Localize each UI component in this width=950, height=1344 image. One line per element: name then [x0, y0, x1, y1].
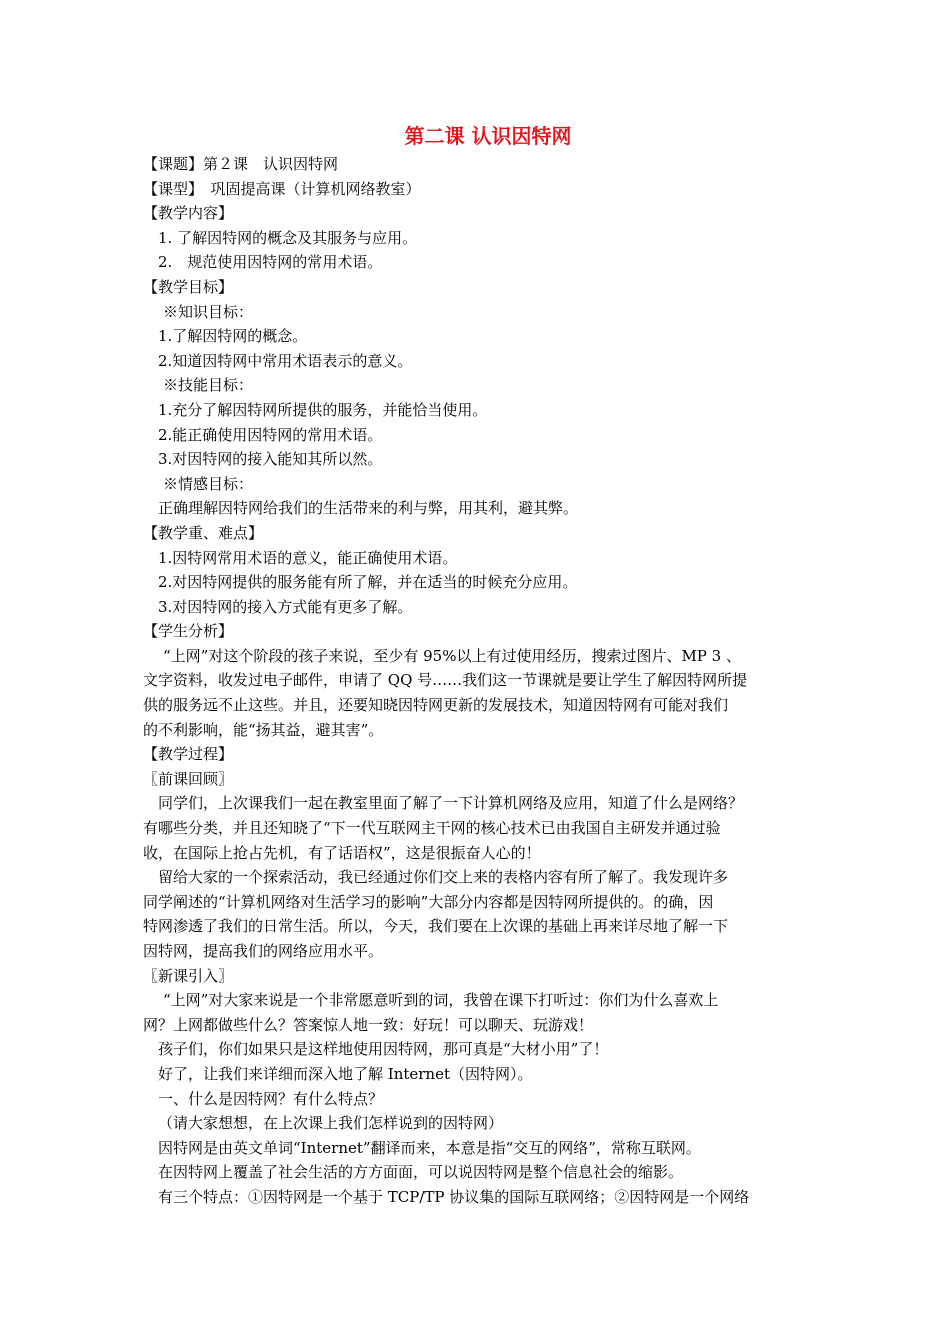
text-line: 的不利影响，能“扬其益，避其害”。: [143, 720, 384, 739]
text-line: 【课题】第２课 认识因特网: [143, 155, 339, 173]
text-line: 在因特网上覆盖了社会生活的方方面面，可以说因特网是整个信息社会的缩影。: [158, 1163, 684, 1182]
text-line: 同学阐述的“计算机网络对生活学习的影响”大部分内容都是因特网所提供的。的确，因: [143, 892, 714, 911]
text-line: 【教学目标】: [143, 277, 234, 296]
text-line: 网？上网都做些什么？答案惊人地一致：好玩！可以聊天、玩游戏！: [143, 1015, 594, 1034]
text-line: 一、什么是因特网？有什么特点？: [158, 1089, 384, 1108]
text-line: 2.对因特网提供的服务能有所了解，并在适当的时候充分应用。: [158, 573, 578, 592]
text-line: 1.充分了解因特网所提供的服务，并能恰当使用。: [158, 400, 488, 419]
text-line: 1.因特网常用术语的意义，能正确使用术语。: [158, 548, 458, 567]
text-line: 〖新课引入〗: [143, 966, 234, 985]
text-line: 【教学重、难点】: [143, 523, 264, 542]
text-line: 特网渗透了我们的日常生活。所以，今天，我们要在上次课的基础上再来详尽地了解一下: [143, 917, 729, 936]
text-line: 同学们，上次课我们一起在教室里面了解了一下计算机网络及应用，知道了什么是网络？: [158, 794, 744, 813]
text-line: 文字资料，收发过电子邮件，申请了 QQ 号……我们这一节课就是要让学生了解因特网所提: [143, 671, 748, 690]
text-line: 〖前课回顾〗: [143, 769, 234, 788]
text-line: ※知识目标：: [163, 302, 254, 321]
text-line: 【教学过程】: [143, 745, 234, 764]
text-line: （请大家想想，在上次课上我们怎样说到的因特网）: [158, 1114, 504, 1133]
text-line: 【教学内容】: [143, 204, 234, 223]
text-line: 有哪些分类，并且还知晓了“下一代互联网主干网的核心技术已由我国自主研发并通过验: [143, 819, 721, 838]
text-line: ※技能目标：: [163, 376, 254, 395]
page-title: 第二课 认识因特网: [404, 124, 572, 148]
document-body: [143, 152, 823, 1210]
text-line: 好了，让我们来详细而深入地了解 Internet（因特网）。: [158, 1064, 533, 1083]
text-line: “上网”对这个阶段的孩子来说，至少有 95%以上有过使用经历，搜索过图片、MP 3 、: [163, 646, 741, 665]
text-line: 留给大家的一个探索活动，我已经通过你们交上来的表格内容有所了解了。我发现许多: [158, 868, 729, 887]
text-line: 因特网是由英文单词“Internet”翻译而来，本意是指“交互的网络”，常称互联网。: [158, 1138, 701, 1157]
text-line: 收，在国际上抢占先机，有了话语权”，这是很振奋人心的！: [143, 843, 541, 862]
text-line: 【课型】 巩固提高课（计算机网络教室）: [143, 179, 421, 198]
text-line: 有三个特点：①因特网是一个基于 TCP/TP 协议集的国际互联网络；②因特网是一个网络: [158, 1187, 750, 1206]
text-line: 正确理解因特网给我们的生活带来的利与弊，用其利，避其弊。: [158, 499, 579, 518]
text-line: 因特网，提高我们的网络应用水平。: [143, 942, 384, 960]
text-line: 3.对因特网的接入能知其所以然。: [158, 450, 383, 469]
text-line: 2.知道因特网中常用术语表示的意义。: [158, 351, 413, 370]
text-line: 2. 规范使用因特网的常用术语。: [158, 253, 383, 272]
text-line: 1.了解因特网的概念。: [158, 327, 308, 346]
text-line: “上网”对大家来说是一个非常愿意听到的词，我曾在课下打听过：你们为什么喜欢上: [163, 991, 719, 1010]
text-line: 2.能正确使用因特网的常用术语。: [158, 425, 383, 444]
document-page: [143, 120, 823, 1210]
text-line: 供的服务远不止这些。并且，还要知晓因特网更新的发展技术，知道因特网有可能对我们: [143, 696, 729, 715]
text-line: 3.对因特网的接入方式能有更多了解。: [158, 597, 413, 616]
text-line: 孩子们，你们如果只是这样地使用因特网，那可真是“大材小用”了！: [158, 1040, 609, 1059]
text-line: 1. 了解因特网的概念及其服务与应用。: [158, 228, 418, 247]
text-line: ※情感目标：: [163, 474, 254, 493]
text-line: 【学生分析】: [143, 622, 234, 641]
